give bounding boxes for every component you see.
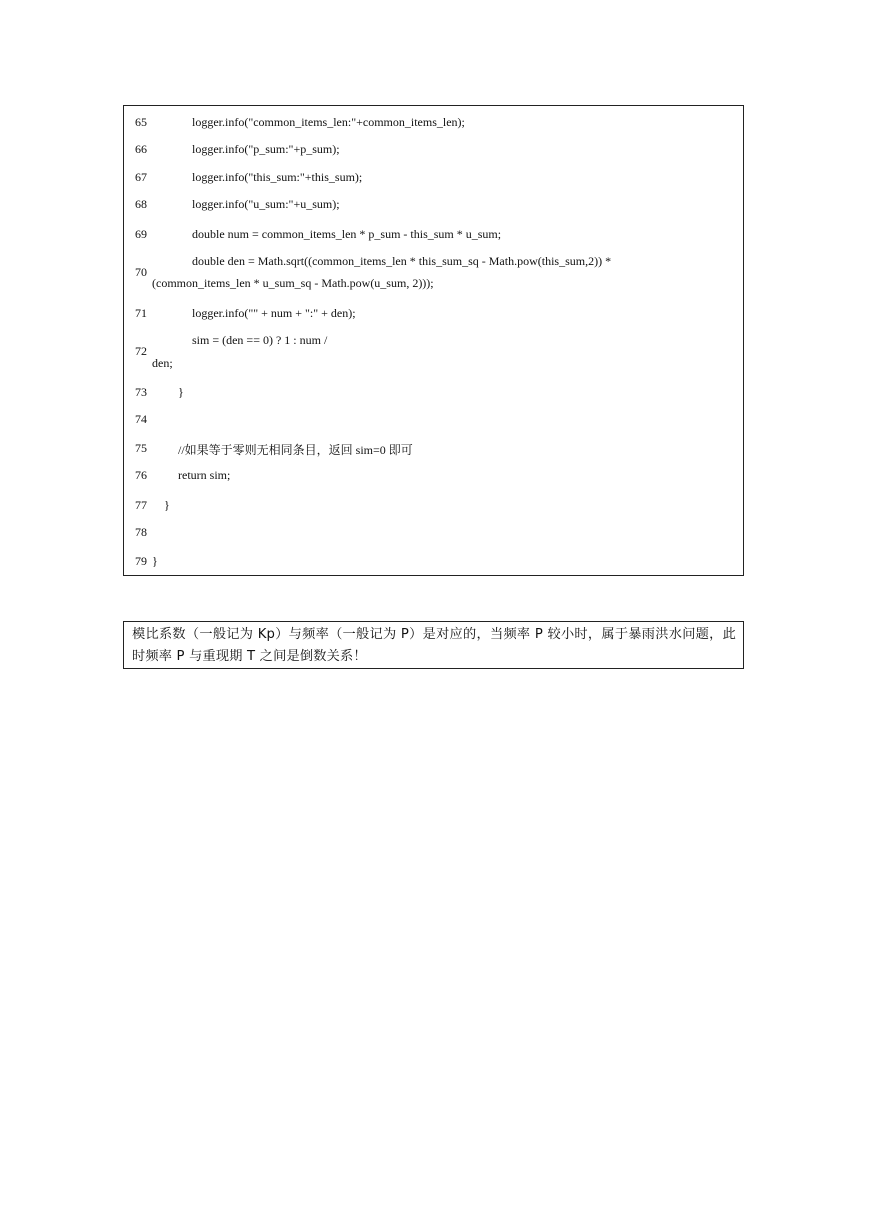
line-number: 78 xyxy=(135,525,147,539)
code-line: } xyxy=(178,385,184,399)
code-line: logger.info("u_sum:"+u_sum); xyxy=(192,197,340,211)
line-number: 68 xyxy=(135,197,147,211)
code-line: double num = common_items_len * p_sum - this_sum * u_sum; xyxy=(192,227,502,241)
line-number: 67 xyxy=(135,170,147,184)
code-line-continuation: den; xyxy=(152,356,173,370)
note-box xyxy=(123,621,744,669)
line-number: 77 xyxy=(135,498,147,512)
line-number: 66 xyxy=(135,142,147,156)
line-number: 65 xyxy=(135,115,147,129)
line-number: 76 xyxy=(135,468,147,482)
code-line: logger.info("common_items_len:"+common_items_len); xyxy=(192,115,465,129)
line-number: 72 xyxy=(135,344,147,358)
line-number: 69 xyxy=(135,227,147,241)
note-text: 模比系数（一般记为 Kp）与频率（一般记为 P）是对应的，当频率 P 较小时，属于暴雨洪水问题，此时频率 P 与重现期 T 之间是倒数关系！ xyxy=(132,627,736,664)
code-line: } xyxy=(164,498,170,512)
line-number: 74 xyxy=(135,412,147,426)
code-line: sim = (den == 0) ? 1 : num / xyxy=(192,333,328,347)
code-line: logger.info("p_sum:"+p_sum); xyxy=(192,142,340,156)
code-line-continuation: (common_items_len * u_sum_sq - Math.pow(u_sum, 2))); xyxy=(152,276,434,290)
code-line: //如果等于零则无相同条目，返回 sim=0 即可 xyxy=(178,443,413,457)
code-line: double den = Math.sqrt((common_items_len * this_sum_sq - Math.pow(this_sum,2)) * xyxy=(192,254,612,268)
code-listing xyxy=(123,105,744,576)
line-number: 71 xyxy=(135,306,147,320)
line-number: 70 xyxy=(135,265,147,279)
code-line: } xyxy=(152,554,158,568)
code-line: logger.info("" + num + ":" + den); xyxy=(192,306,356,320)
line-number: 75 xyxy=(135,441,147,455)
line-number: 73 xyxy=(135,385,147,399)
code-line: logger.info("this_sum:"+this_sum); xyxy=(192,170,363,184)
line-number: 79 xyxy=(135,554,147,568)
code-line: return sim; xyxy=(178,468,231,482)
